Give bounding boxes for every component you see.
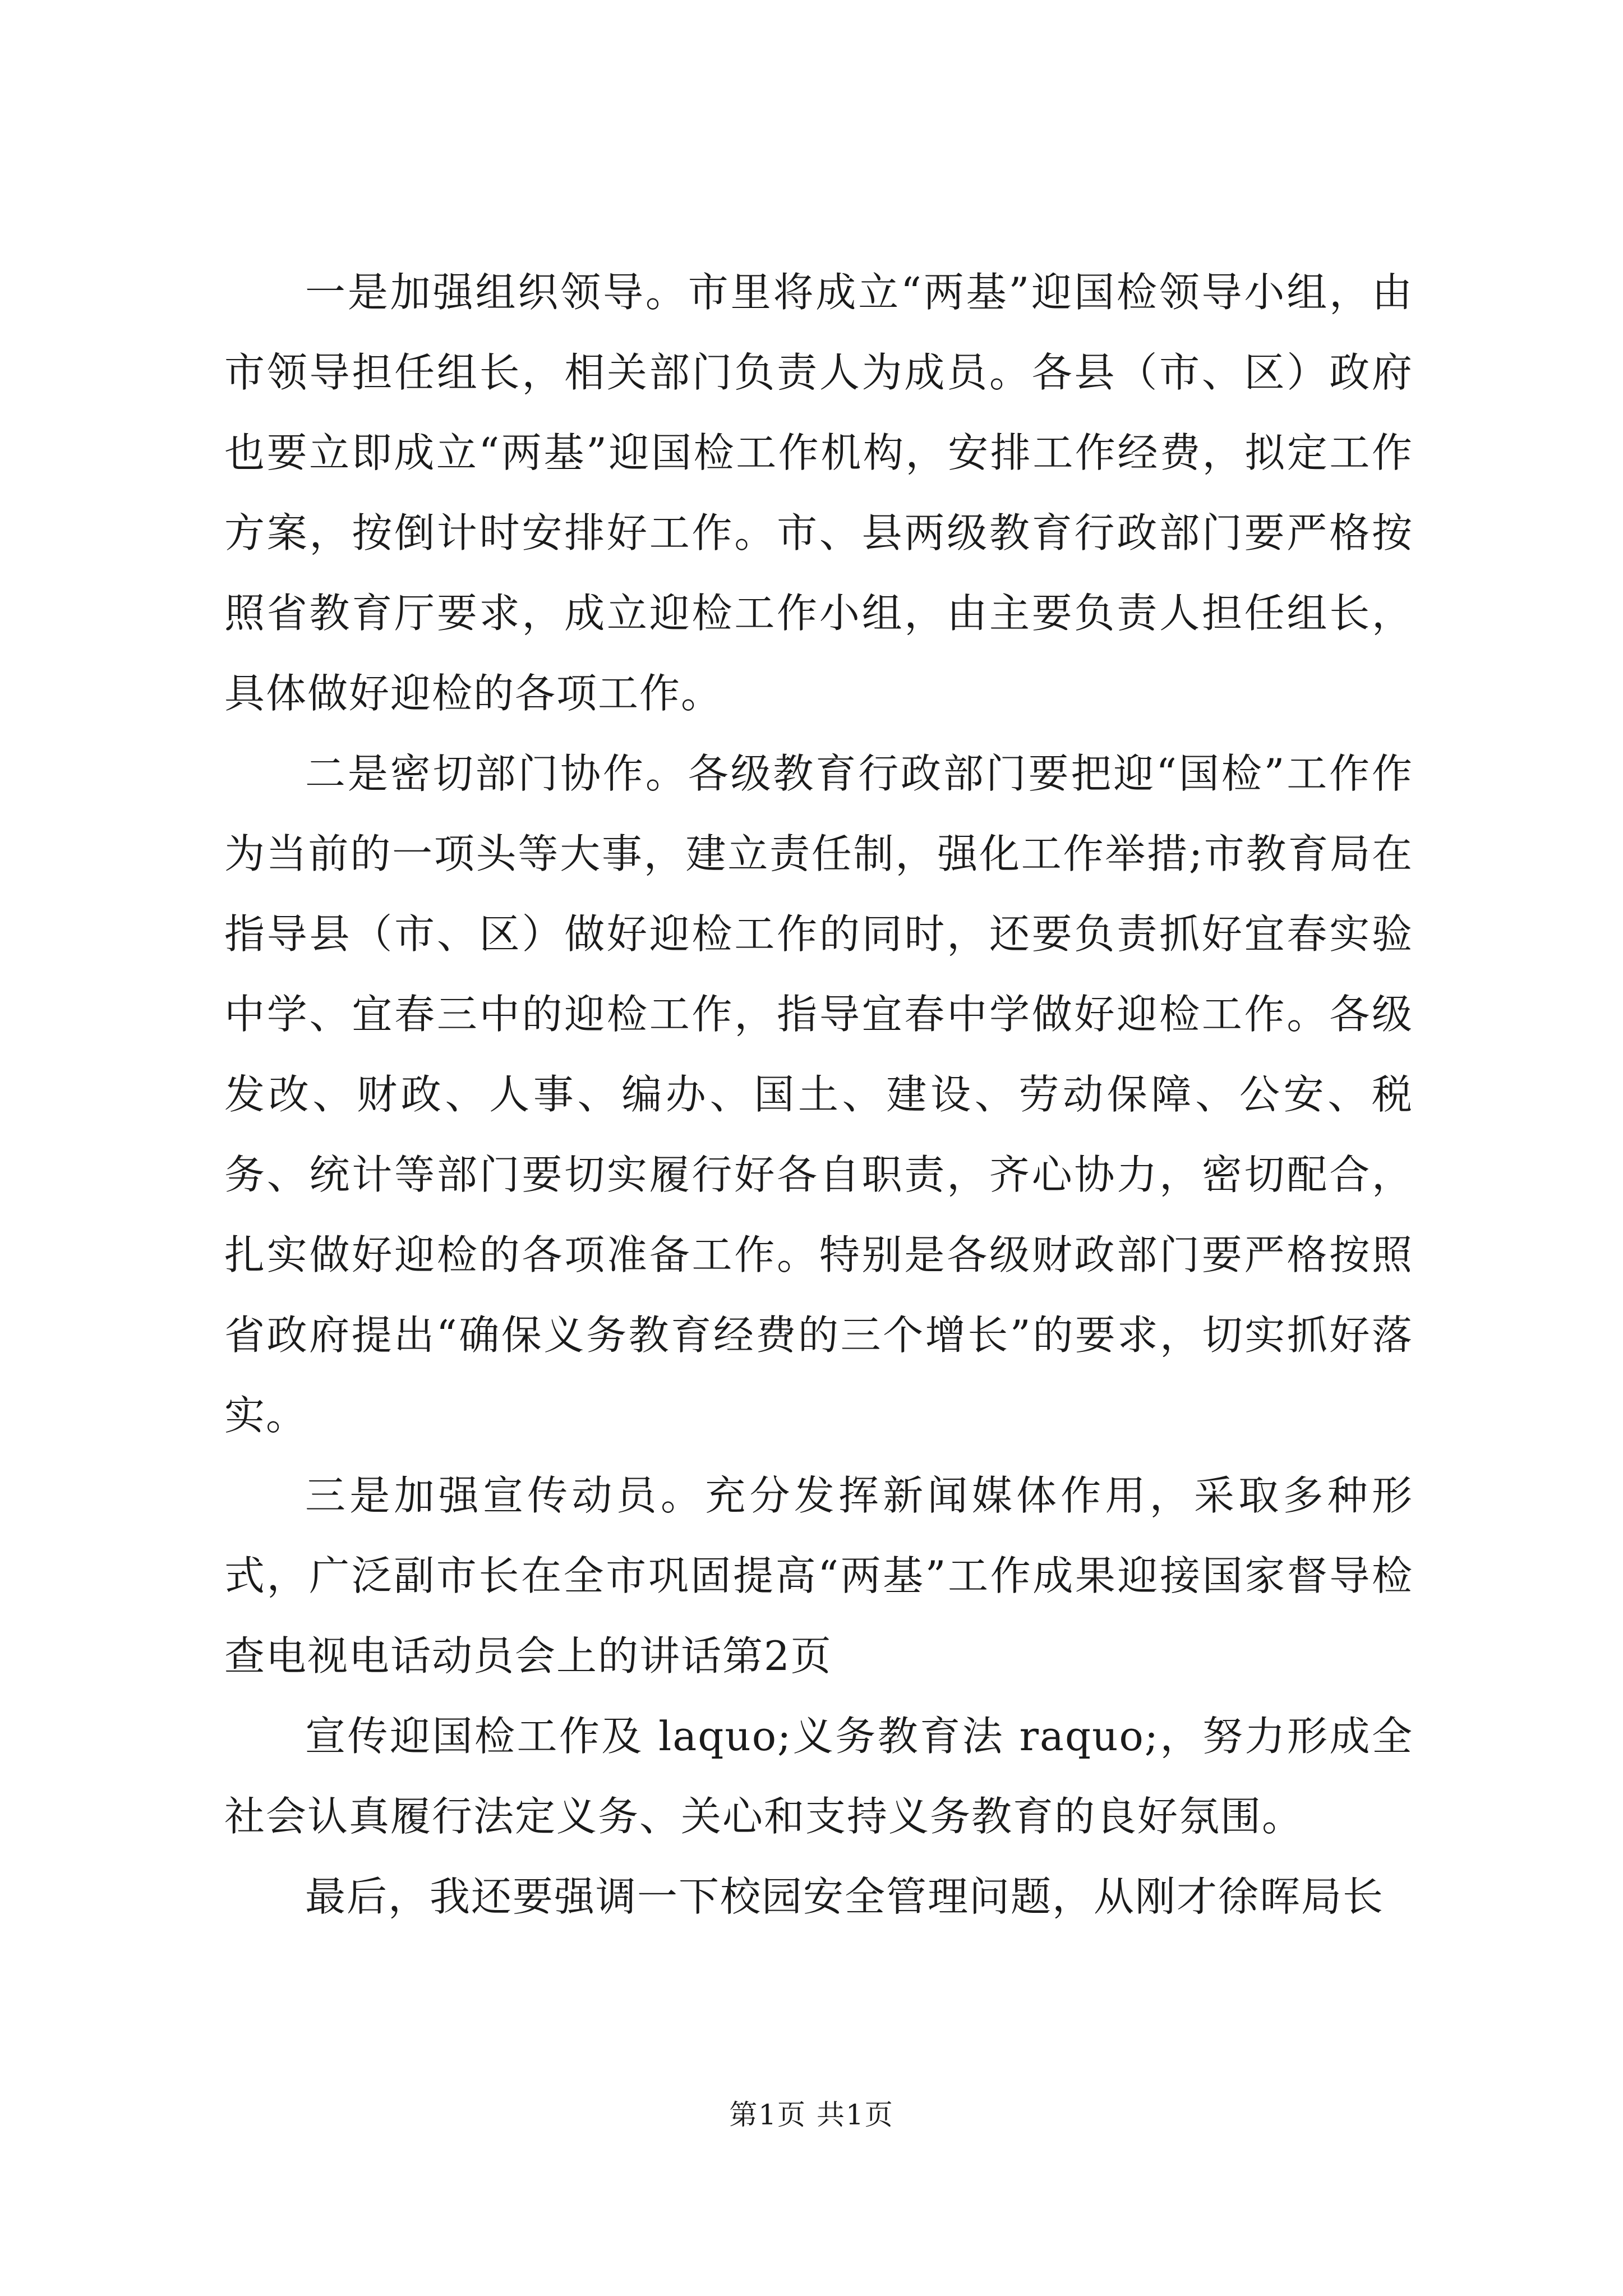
page-number-footer: 第1页 共1页: [729, 2099, 894, 2131]
paragraph-2: 二是密切部门协作。各级教育行政部门要把迎“国检”工作作为当前的一项头等大事，建立责任制，强化工作举措;市教育局在指导县（市、区）做好迎检工作的同时，还要负责抓好宜春实验中学、宜春三中的迎检工作，指导宜春中学做好迎检工作。各级发改、财政、人事、编办、国土、建设、劳动保障、公安、税务、统计等部门要切实履行好各自职责，齐心协力，密切配合，扎实做好迎检的各项准备工作。特别是各级财政部门要严格按照省政府提出“确保义务教育经费的三个增长”的要求，切实抓好落实。: [224, 750, 1413, 1439]
paragraph-1: 一是加强组织领导。市里将成立“两基”迎国检领导小组，由市领导担任组长，相关部门负责人为成员。各县（市、区）政府也要立即成立“两基”迎国检工作机构，安排工作经费，拟定工作方案，按倒计时安排好工作。市、县两级教育行政部门要严格按照省教育厅要求，成立迎检工作小组，由主要负责人担任组长，具体做好迎检的各项工作。: [224, 269, 1413, 717]
paragraph-3: 三是加强宣传动员。充分发挥新闻媒体作用，采取多种形式，广泛副市长在全市巩固提高“两基”工作成果迎接国家督导检查电视电话动员会上的讲话第2页: [224, 1472, 1413, 1680]
document-body: [224, 252, 1413, 1937]
paragraph-5: 最后，我还要强调一下校园安全管理问题，从刚才徐晖局长: [305, 1873, 1385, 1920]
paragraph-4: 宣传迎国检工作及 laquo;义务教育法 raquo;，努力形成全社会认真履行法定义务、关心和支持义务教育的良好氛围。: [224, 1713, 1413, 1840]
